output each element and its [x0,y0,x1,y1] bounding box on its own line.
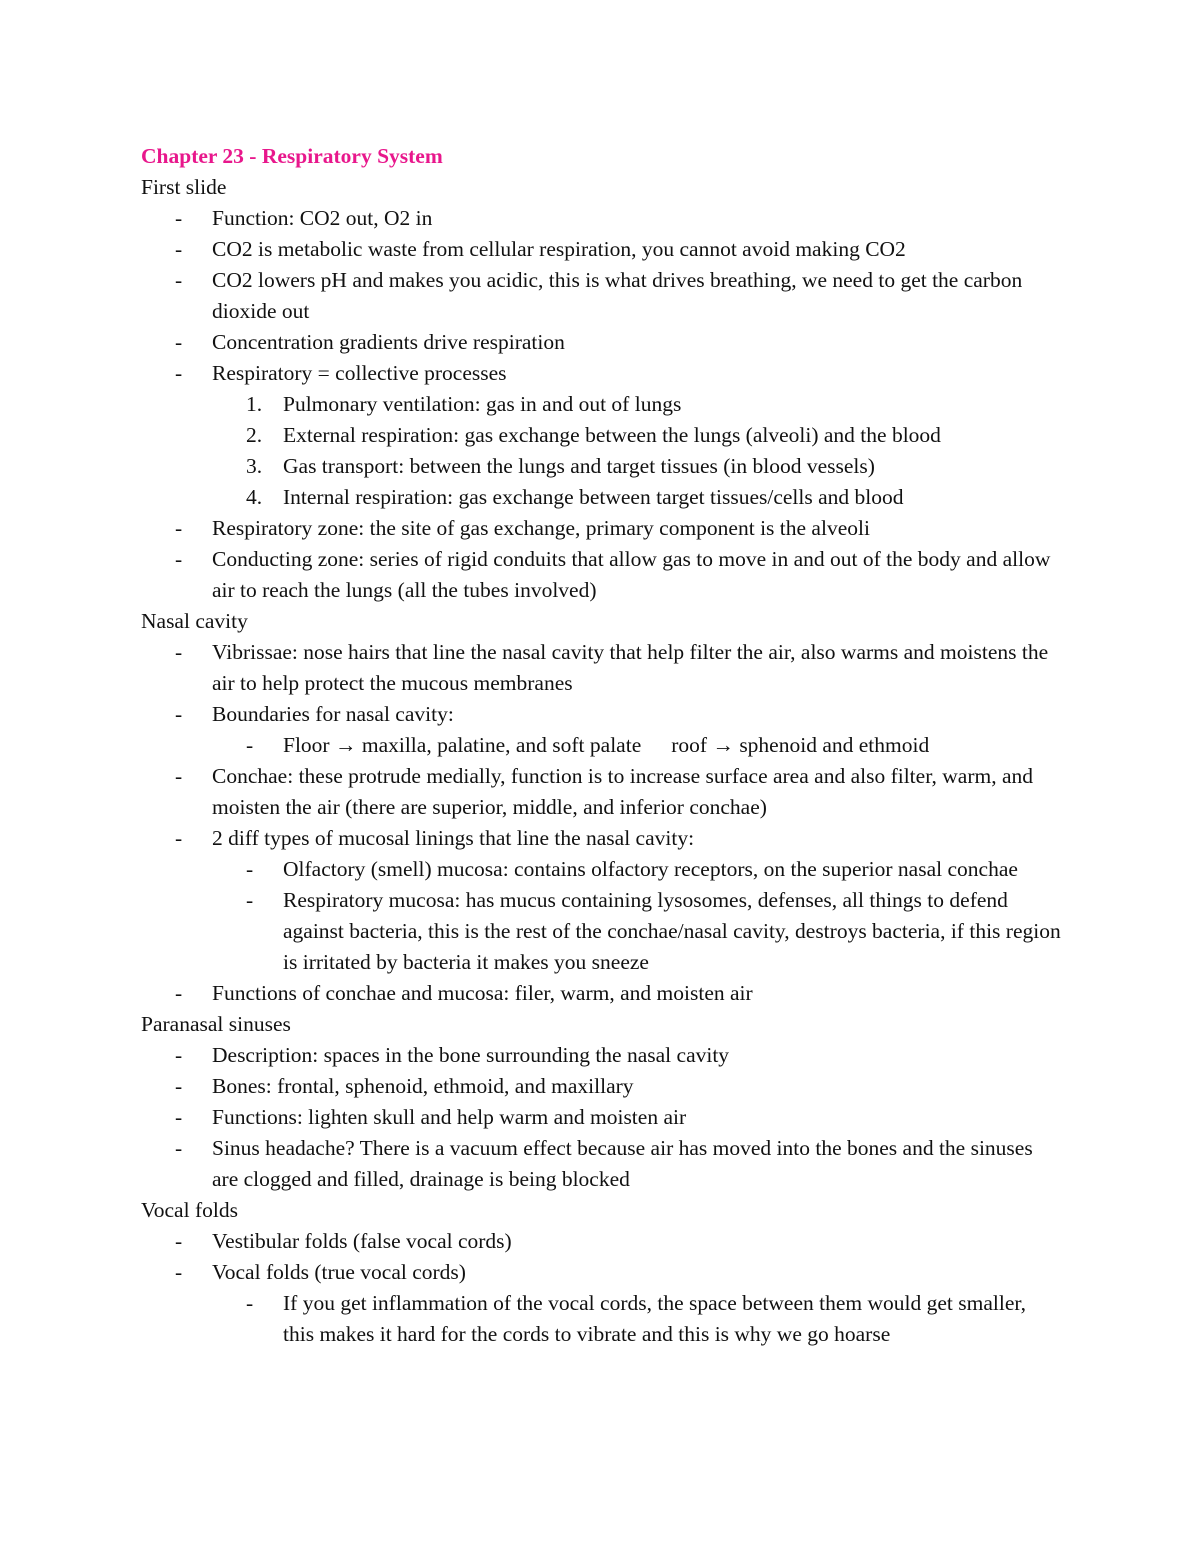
chapter-title: Chapter 23 - Respiratory System [141,144,443,168]
bullet-dash: - [246,1291,254,1315]
bullet-dash: - [175,826,183,850]
bullet-dash: - [175,640,183,664]
bullet-dash: - [175,237,183,261]
section-heading: Paranasal sinuses [141,1012,291,1036]
bullet-dash: - [175,702,183,726]
roof-text: roof → sphenoid and ethmoid [671,733,930,757]
bullet-dash: - [175,764,183,788]
list-item [141,358,1061,389]
sub-list-item [141,1288,1061,1350]
sub-list-item [141,730,1061,761]
bullet-dash: - [175,206,183,230]
section-heading: Vocal folds [141,1198,238,1222]
bullet-dash: - [246,888,254,912]
bullet-dash: - [175,981,183,1005]
list-item [141,1102,1061,1133]
list-item [141,823,1061,854]
section-heading: Nasal cavity [141,609,248,633]
list-item [141,1040,1061,1071]
list-item-text: Respiratory zone: the site of gas exchange, primary component is the alveoli [212,516,870,540]
bullet-dash: - [175,1105,183,1129]
sub-list-item-text [283,730,1061,761]
item-number: 3. [246,454,263,478]
section-nasal-cavity [141,606,1061,1009]
numbered-item [141,482,1061,513]
list-item [141,1226,1061,1257]
item-number: 2. [246,423,263,447]
list-item-text: Functions: lighten skull and help warm and moisten air [212,1105,687,1129]
list-item [141,544,1061,606]
list-item-text: Functions of conchae and mucosa: filer, warm, and moisten air [212,981,753,1005]
bullet-dash: - [175,1136,183,1160]
bullet-dash: - [175,547,183,571]
list-item [141,265,1061,327]
list-item-text: 2 diff types of mucosal linings that line the nasal cavity: [212,826,695,850]
numbered-item-text: External respiration: gas exchange between the lungs (alveoli) and the blood [283,423,941,447]
list-item-text: Bones: frontal, sphenoid, ethmoid, and maxillary [212,1074,634,1098]
list-item-text: Conducting zone: series of rigid conduits that allow gas to move in and out of the body and allow air to reach the lungs (all the tubes involved) [212,547,1051,602]
numbered-item [141,420,1061,451]
list-item-text: Vibrissae: nose hairs that line the nasal cavity that help filter the air, also warms and moistens the air to help protect the mucous membranes [212,640,1049,695]
floor-text: Floor → maxilla, palatine, and soft palate [283,733,642,757]
list-item [141,327,1061,358]
sub-list-item [141,854,1061,885]
bullet-dash: - [175,1229,183,1253]
list-item [141,1071,1061,1102]
bullet-dash: - [175,516,183,540]
list-item [141,234,1061,265]
list-item-text: CO2 lowers pH and makes you acidic, this is what drives breathing, we need to get the carbon dioxide out [212,268,1023,323]
list-item-text: Vocal folds (true vocal cords) [212,1260,466,1284]
list-item-text: Concentration gradients drive respiration [212,330,565,354]
list-item [141,513,1061,544]
list-item-text: Sinus headache? There is a vacuum effect because air has moved into the bones and the sinuses are clogged and filled, drainage is being blocked [212,1136,1033,1191]
list-item [141,203,1061,234]
bullet-dash: - [175,330,183,354]
bullet-dash: - [175,361,183,385]
list-item-text: Boundaries for nasal cavity: [212,702,454,726]
document-page [141,141,1061,1350]
list-item-text: CO2 is metabolic waste from cellular respiration, you cannot avoid making CO2 [212,237,906,261]
bullet-dash: - [246,733,254,757]
section-vocal-folds [141,1195,1061,1350]
numbered-item [141,451,1061,482]
item-number: 1. [246,392,263,416]
list-item-text: Respiratory = collective processes [212,361,507,385]
bullet-dash: - [175,1074,183,1098]
sub-list-item-text: Olfactory (smell) mucosa: contains olfactory receptors, on the superior nasal conchae [283,857,1018,881]
sub-list-item-text: Respiratory mucosa: has mucus containing lysosomes, defenses, all things to defend against bacteria, this is the rest of the conchae/nasal cavity, destroys bacteria, if this region is irritated by bacteria it makes you sneeze [283,888,1061,974]
item-number: 4. [246,485,263,509]
list-item-text: Function: CO2 out, O2 in [212,206,433,230]
bullet-dash: - [175,268,183,292]
bullet-dash: - [175,1260,183,1284]
numbered-item-text: Pulmonary ventilation: gas in and out of lungs [283,392,682,416]
list-item [141,978,1061,1009]
list-item-text: Vestibular folds (false vocal cords) [212,1229,512,1253]
section-paranasal-sinuses [141,1009,1061,1195]
numbered-item-text: Internal respiration: gas exchange between target tissues/cells and blood [283,485,904,509]
sub-list-item-text: If you get inflammation of the vocal cords, the space between them would get smaller, this makes it hard for the cords to vibrate and this is why we go hoarse [283,1291,1027,1346]
list-item [141,699,1061,730]
bullet-dash: - [246,857,254,881]
list-item [141,637,1061,699]
section-heading: First slide [141,175,227,199]
numbered-item [141,389,1061,420]
list-item-text: Conchae: these protrude medially, function is to increase surface area and also filter, warm, and moisten the air (there are superior, middle, and inferior conchae) [212,764,1033,819]
numbered-item-text: Gas transport: between the lungs and target tissues (in blood vessels) [283,454,875,478]
list-item [141,1257,1061,1288]
section-first-slide [141,172,1061,606]
list-item [141,761,1061,823]
bullet-dash: - [175,1043,183,1067]
list-item [141,1133,1061,1195]
sub-list-item [141,885,1061,978]
list-item-text: Description: spaces in the bone surrounding the nasal cavity [212,1043,730,1067]
